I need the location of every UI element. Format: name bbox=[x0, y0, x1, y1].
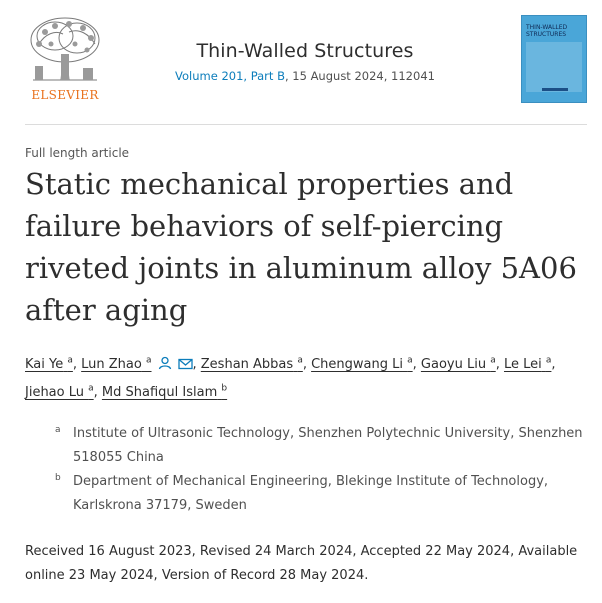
journal-title[interactable]: Thin-Walled Structures bbox=[196, 40, 414, 62]
author-link[interactable]: Md Shafiqul Islam $^b$ bbox=[101, 383, 228, 400]
affiliation bbox=[55, 470, 595, 518]
article-header bbox=[25, 14, 587, 106]
affiliation-letter: a bbox=[55, 425, 61, 435]
elsevier-logo[interactable] bbox=[25, 14, 105, 104]
header-divider bbox=[25, 124, 587, 125]
publisher-name: ELSEVIER bbox=[31, 88, 99, 102]
issue-info: , 15 August 2024, 112041 bbox=[284, 69, 435, 83]
affiliation bbox=[55, 422, 595, 470]
cover-mark bbox=[542, 88, 568, 91]
article-type: Full length article bbox=[25, 146, 130, 160]
article-title: Static mechanical properties and failure behaviors of self-piercing riveted joints in aluminum alloy 5A06 after aging bbox=[25, 167, 577, 327]
author-link[interactable]: Le Lei $^a$ bbox=[503, 355, 552, 372]
author-link[interactable]: Jiehao Lu $^a$ bbox=[25, 383, 94, 400]
author-list: Kai Ye $^a$, Lun Zhao $^a$ , Zeshan Abbas $^a$, Chengwang Li $^a$, Gaoyu Liu $^a$, Le Lei $^a$, Jiehao Lu $^a$, Md Shafiqul Islam $^b$ bbox=[25, 355, 556, 400]
cover-title: THIN-WALLED STRUCTURES bbox=[526, 24, 568, 38]
affiliation-letter: b bbox=[55, 473, 61, 483]
journal-cover[interactable] bbox=[521, 15, 587, 103]
person-icon[interactable] bbox=[158, 354, 172, 380]
author-link[interactable]: Kai Ye $^a$ bbox=[25, 355, 73, 372]
journal-issue bbox=[175, 69, 435, 83]
affiliation-text: Department of Mechanical Engineering, Blekinge Institute of Technology, Karlskrona 37179, Sweden bbox=[73, 474, 549, 513]
volume-link[interactable]: Volume 201, Part B bbox=[175, 69, 285, 83]
author-link[interactable]: Chengwang Li $^a$ bbox=[311, 355, 413, 372]
elsevier-tree-icon bbox=[25, 14, 105, 86]
author-link[interactable]: Lun Zhao $^a$ bbox=[81, 355, 152, 372]
article-history: Received 16 August 2023, Revised 24 March 2024, Accepted 22 May 2024, Available online 23 May 2024, Version of Record 28 May 2024. bbox=[25, 544, 578, 583]
journal-info bbox=[175, 40, 435, 83]
affiliation-text: Institute of Ultrasonic Technology, Shenzhen Polytechnic University, Shenzhen 518055 China bbox=[73, 426, 583, 465]
cover-band bbox=[526, 42, 582, 92]
author-link[interactable]: Gaoyu Liu $^a$ bbox=[420, 355, 496, 372]
author-link[interactable]: Zeshan Abbas $^a$ bbox=[200, 355, 303, 372]
envelope-icon[interactable] bbox=[178, 354, 193, 380]
